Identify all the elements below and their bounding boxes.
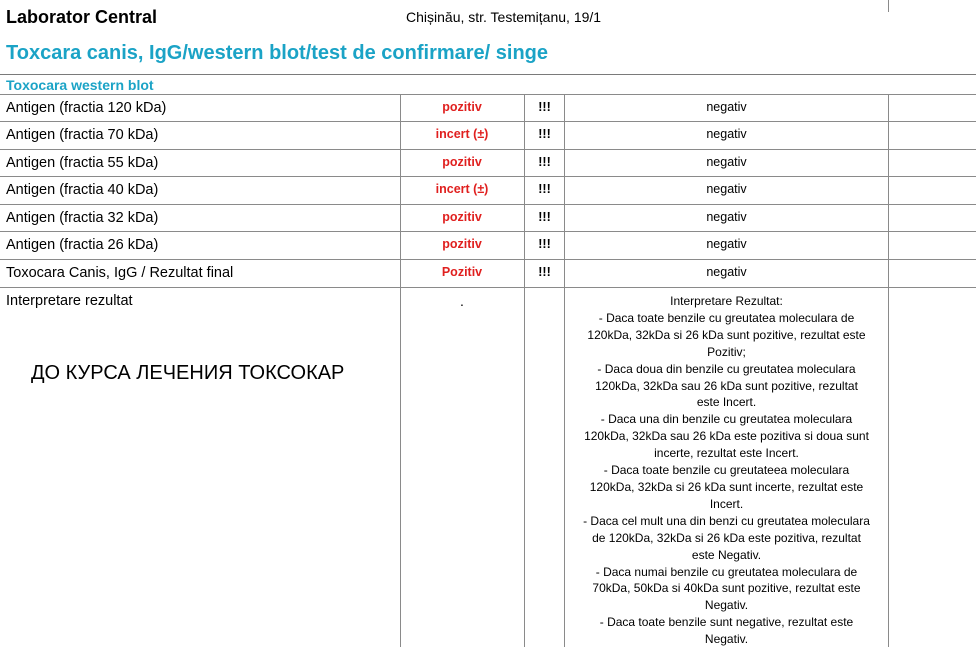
row-divider: [0, 204, 976, 205]
table-row-label: Antigen (fractia 32 kDa): [6, 210, 159, 226]
interpretation-line: - Daca cel mult una din benzi cu greutatea moleculara: [583, 513, 870, 528]
interpretation-line: incerte, rezultat este Incert.: [654, 446, 799, 461]
interpretation-line: Negativ.: [704, 632, 749, 647]
row-divider: [0, 121, 976, 122]
table-row-flag: !!!: [538, 155, 551, 169]
row-divider: [0, 149, 976, 150]
table-row-flag: !!!: [538, 100, 551, 114]
lab-address: Chișinău, str. Testemițanu, 19/1: [406, 9, 602, 25]
table-row-label: Antigen (fractia 70 kDa): [6, 127, 159, 143]
column-divider: [888, 94, 889, 647]
test-title: Toxcara canis, IgG/western blot/test de confirmare/ singe: [6, 42, 549, 64]
interpretation-line: 120kDa, 32kDa sau 26 kDa sunt pozitive, rezultat: [595, 378, 858, 393]
interpretation-line: Interpretare Rezultat:: [670, 294, 783, 308]
interpretation-line: 120kDa, 32kDa si 26 kDa sunt incerte, rezultat este: [589, 479, 864, 494]
table-row-flag: !!!: [538, 237, 551, 251]
table-row-result: pozitiv: [442, 210, 482, 224]
table-row-result: pozitiv: [442, 155, 482, 169]
table-row-flag: !!!: [538, 182, 551, 196]
table-row-reference: negativ: [706, 127, 747, 141]
interpretation-line: 120kDa, 32kDa sau 26 kDa este pozitiva si doua sunt: [584, 429, 869, 444]
table-row-result: incert (±): [435, 127, 489, 141]
table-row-label: Toxocara Canis, IgG / Rezultat final: [6, 265, 234, 281]
table-row-result: Pozitiv: [441, 265, 483, 279]
table-row-label: Antigen (fractia 55 kDa): [6, 155, 159, 171]
row-divider: [0, 287, 976, 288]
interpretation-line: - Daca una din benzile cu greutatea moleculara: [600, 412, 853, 427]
table-row-flag: !!!: [538, 127, 551, 141]
table-border-top: [0, 94, 976, 95]
lab-name: Laborator Central: [6, 7, 158, 27]
table-row-reference: negativ: [706, 155, 747, 169]
interpretation-line: - Daca numai benzile cu greutatea moleculara de: [595, 564, 858, 579]
interpretation-line: - Daca toate benzile cu greutatea moleculara de: [598, 310, 855, 325]
interpretation-line: este Negativ.: [691, 547, 762, 562]
table-row-label: Antigen (fractia 120 kDa): [6, 100, 167, 116]
divider: [0, 74, 976, 75]
interpretation-text: [570, 293, 883, 648]
interpretation-line: - Daca toate benzile sunt negative, rezultat este: [599, 615, 854, 630]
table-row-result: pozitiv: [442, 237, 482, 251]
table-row-result: pozitiv: [442, 100, 482, 114]
interpretation-line: este Incert.: [696, 395, 757, 410]
row-divider: [0, 176, 976, 177]
row-divider: [0, 259, 976, 260]
interpretation-line: de 120kDa, 32kDa si 26 kDa este pozitiva, rezultat: [592, 530, 861, 545]
interpretation-value: .: [460, 293, 464, 309]
table-row-reference: negativ: [706, 237, 747, 251]
column-divider: [564, 94, 565, 647]
interpretation-label: Interpretare rezultat: [6, 293, 133, 309]
interpretation-line: Incert.: [709, 496, 744, 511]
table-row-label: Antigen (fractia 26 kDa): [6, 237, 159, 253]
column-divider: [524, 94, 525, 647]
column-divider: [400, 94, 401, 647]
table-row-result: incert (±): [435, 182, 489, 196]
interpretation-line: 70kDa, 50kDa si 40kDa sunt pozitive, rezultat este: [592, 581, 861, 596]
section-title: Toxocara western blot: [6, 77, 154, 93]
column-divider-top: [888, 0, 889, 12]
interpretation-line: 120kDa, 32kDa si 26 kDa sunt pozitive, rezultat este: [587, 327, 866, 342]
interpretation-line: Pozitiv;: [707, 344, 746, 359]
table-row-label: Antigen (fractia 40 kDa): [6, 182, 159, 198]
handwritten-note: ДО КУРСА ЛЕЧЕНИЯ ТОКСОКАР: [31, 362, 345, 384]
table-row-flag: !!!: [538, 265, 551, 279]
row-divider: [0, 231, 976, 232]
table-row-reference: negativ: [706, 100, 747, 114]
table-row-reference: negativ: [706, 182, 747, 196]
interpretation-line: Negativ.: [704, 598, 749, 613]
table-row-reference: negativ: [706, 210, 747, 224]
table-row-flag: !!!: [538, 210, 551, 224]
table-row-reference: negativ: [706, 265, 747, 279]
interpretation-line: - Daca doua din benzile cu greutatea moleculara: [597, 361, 856, 376]
interpretation-line: - Daca toate benzile cu greutateea moleculara: [603, 463, 850, 478]
